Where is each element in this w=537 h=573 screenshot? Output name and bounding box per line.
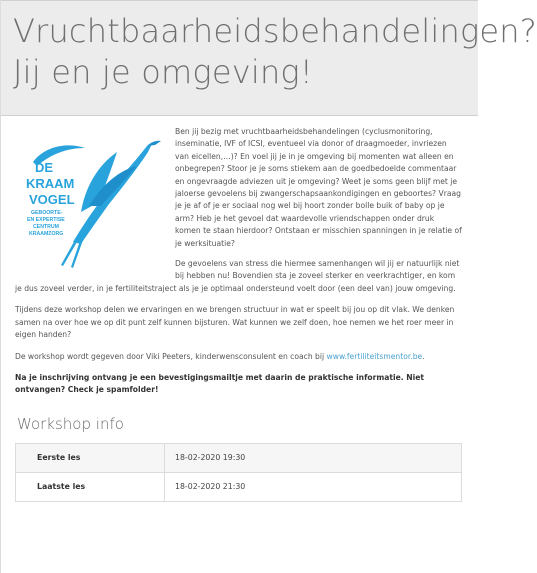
first-lesson-value: 18-02-2020 19:30 <box>165 443 462 472</box>
page-title <box>13 11 537 93</box>
last-lesson-value: 18-02-2020 21:30 <box>165 472 462 501</box>
table-row <box>16 472 462 501</box>
paragraph-4 <box>15 351 462 363</box>
page-header <box>1 0 537 116</box>
logo-tagline-line1: GEBOORTE- <box>31 210 63 216</box>
table-row <box>16 443 462 472</box>
intro-paragraph: Ben jij bezig met vruchtbaarheidsbehandelingen (cyclusmonitoring, inseminatie, IVF of ICSI, eventueel via donor of draagmoeder, invriezen van eicellen,…)? En voel jij je in je omgeving bij momenten wat alleen en onbegrepen? Stoor je je soms stiekem aan de goedbedoelde commentaar en ongevraagde adviezen uit je omgeving? Weet je soms geen blijf met je jaloerse gevoelens bij zwangerschapsaankondigingen en geboortes? Vraag je je af of je er sociaal nog wel bij hoort zonder bolle buik of baby op je arm? Heb je het gevoel dat waardevolle vriendschappen onder druk komen te staan hierdoor? Ontstaan er misschien spanningen in je relatie of je werksituatie? <box>175 127 462 248</box>
first-lesson-label: Eerste les <box>16 443 165 472</box>
logo-tagline-line3: CENTRUM <box>33 224 59 230</box>
logo-tagline-line2: EN EXPERTISE <box>27 217 65 223</box>
last-lesson-label: Laatste les <box>16 472 165 501</box>
stork-icon <box>15 126 165 272</box>
trainer-text: De workshop wordt gegeven door Viki Peeters, kinderwensconsulent en coach bij <box>15 351 325 361</box>
kraamvogel-logo <box>15 126 165 272</box>
paragraph-3: Tijdens deze workshop delen we ervaringen en we brengen structuur in wat er speelt bij jou op dit vlak. We denken samen na over hoe we op dit punt zelf kunnen bijsturen. Wat kunnen we zelf doen, hoe nemen we het roer meer in eigen handen? <box>15 305 455 340</box>
workshop-info-table <box>15 443 462 502</box>
logo-tagline-line4: KRAAMZORG <box>29 231 64 237</box>
workshop-info-title: Workshop info <box>17 414 124 433</box>
logo-name-line2: KRAAM <box>26 176 75 191</box>
page-title-line1: Vruchtbaarheidsbehandelingen? <box>13 12 537 50</box>
logo-name-line3: VOGEL <box>29 192 75 207</box>
trainer-text-end: . <box>422 351 425 361</box>
registration-notice: Na je inschrijving ontvang je een bevestigingsmailtje met daarin de praktische informatie. Niet ontvangen? Check je spamfolder! <box>15 372 425 395</box>
fertiliteitsmentor-link[interactable]: www.fertiliteitsmentor.be <box>326 351 423 361</box>
paragraph-2: De gevoelens van stress die hiermee samenhangen wil jij er natuurlijk niet bij hebben nu! Bovendien sta je zoveel sterker en veerkrachtiger, en kom je dus zoveel verder, in je fertiliteitstraject als je je optimaal ondersteund voelt door (een deel van) jouw omgeving. <box>15 259 460 293</box>
logo-name-line1: DE <box>35 160 54 175</box>
article-content <box>1 116 478 502</box>
page-title-line2: Jij en je omgeving! <box>13 53 313 91</box>
